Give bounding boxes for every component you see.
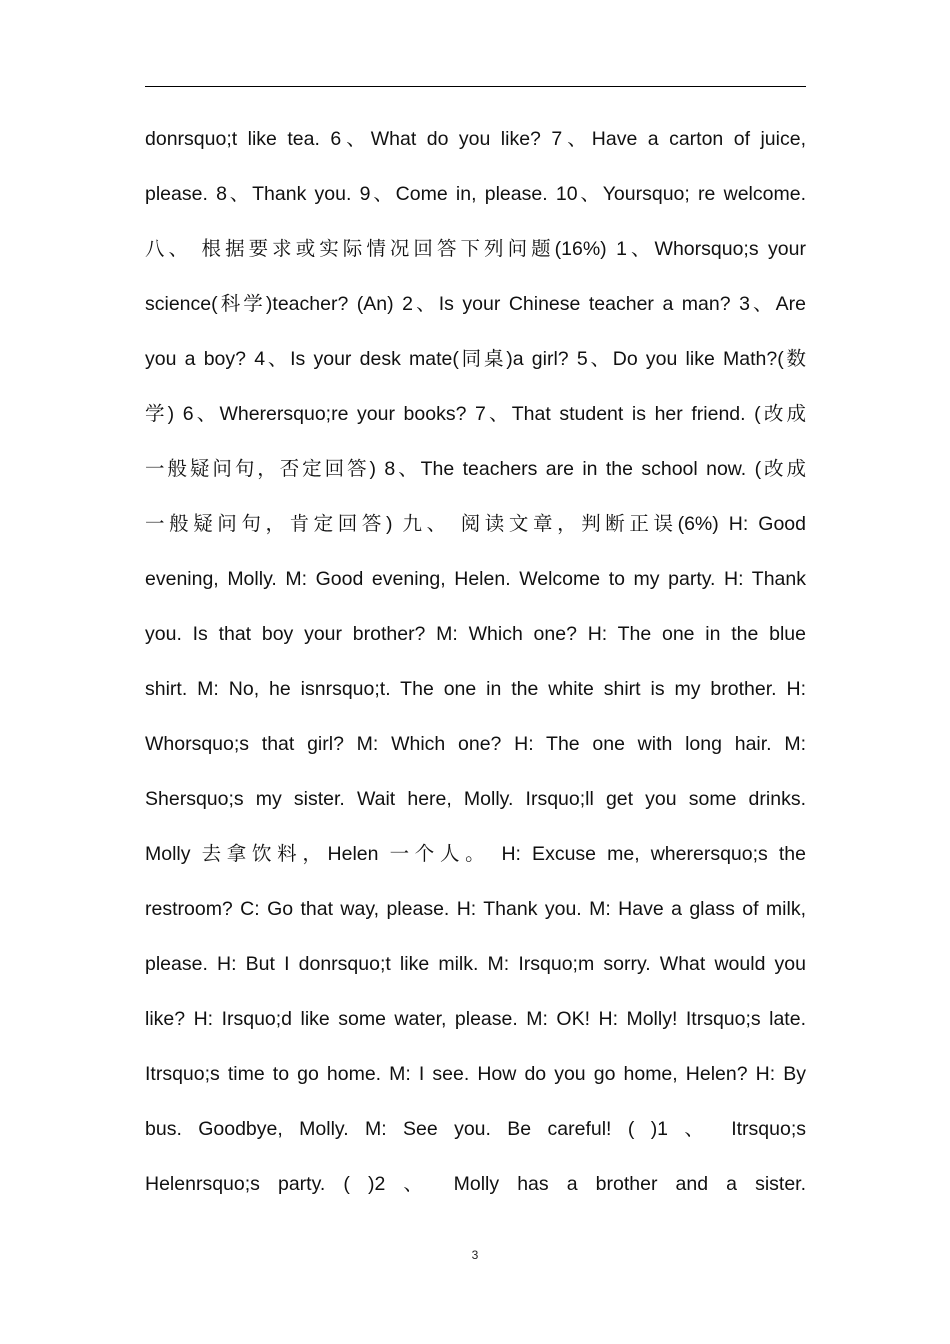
page-number: 3	[471, 1248, 479, 1262]
text-line-10: you. Is that boy your brother? M: Which one? H: The one in the blue	[145, 623, 806, 645]
text-line-18: Itrsquo;s time to go home. M: I see. How do you go home, Helen? H: By	[145, 1063, 806, 1085]
text-line-7: 一般疑问句，否定回答) 8、The teachers are in the school now. (改成	[145, 458, 806, 480]
text-line-13: Shersquo;s my sister. Wait here, Molly. Irsquo;ll get you some drinks.	[145, 788, 806, 810]
text-line-8: 一般疑问句，肯定回答) 九、 阅读文章，判断正误(6%) H: Good	[145, 513, 806, 535]
text-line-4: science(科学)teacher? (An) 2、Is your Chinese teacher a man? 3、Are	[145, 293, 806, 315]
text-line-2: please. 8、Thank you. 9、Come in, please. 10、Yoursquo; re welcome.	[145, 183, 806, 205]
text-line-3: 八、 根据要求或实际情况回答下列问题(16%) 1、Whorsquo;s your	[145, 238, 806, 260]
text-line-20: Helenrsquo;s party. ( )2 、 Molly has a brother and a sister.	[145, 1173, 806, 1195]
text-line-5: you a boy? 4、Is your desk mate(同桌)a girl? 5、Do you like Math?(数	[145, 348, 806, 370]
text-line-19: bus. Goodbye, Molly. M: See you. Be careful! ( )1 、 Itrsquo;s	[145, 1118, 806, 1140]
text-line-16: please. H: But I donrsquo;t like milk. M: Irsquo;m sorry. What would you	[145, 953, 806, 975]
text-line-14: Molly 去拿饮料，Helen 一个人。 H: Excuse me, wherersquo;s the	[145, 843, 806, 865]
text-line-6: 学) 6、Wherersquo;re your books? 7、That student is her friend. (改成	[145, 403, 806, 425]
text-line-15: restroom? C: Go that way, please. H: Thank you. M: Have a glass of milk,	[145, 898, 806, 920]
text-line-11: shirt. M: No, he isnrsquo;t. The one in the white shirt is my brother. H:	[145, 678, 806, 700]
text-line-9: evening, Molly. M: Good evening, Helen. Welcome to my party. H: Thank	[145, 568, 806, 590]
text-line-12: Whorsquo;s that girl? M: Which one? H: The one with long hair. M:	[145, 733, 806, 755]
text-line-17: like? H: Irsquo;d like some water, please. M: OK! H: Molly! Itrsquo;s late.	[145, 1008, 806, 1030]
document-body	[145, 112, 806, 1212]
header-rule	[145, 86, 806, 87]
text-line-1: donrsquo;t like tea. 6、What do you like? 7、Have a carton of juice,	[145, 128, 806, 150]
